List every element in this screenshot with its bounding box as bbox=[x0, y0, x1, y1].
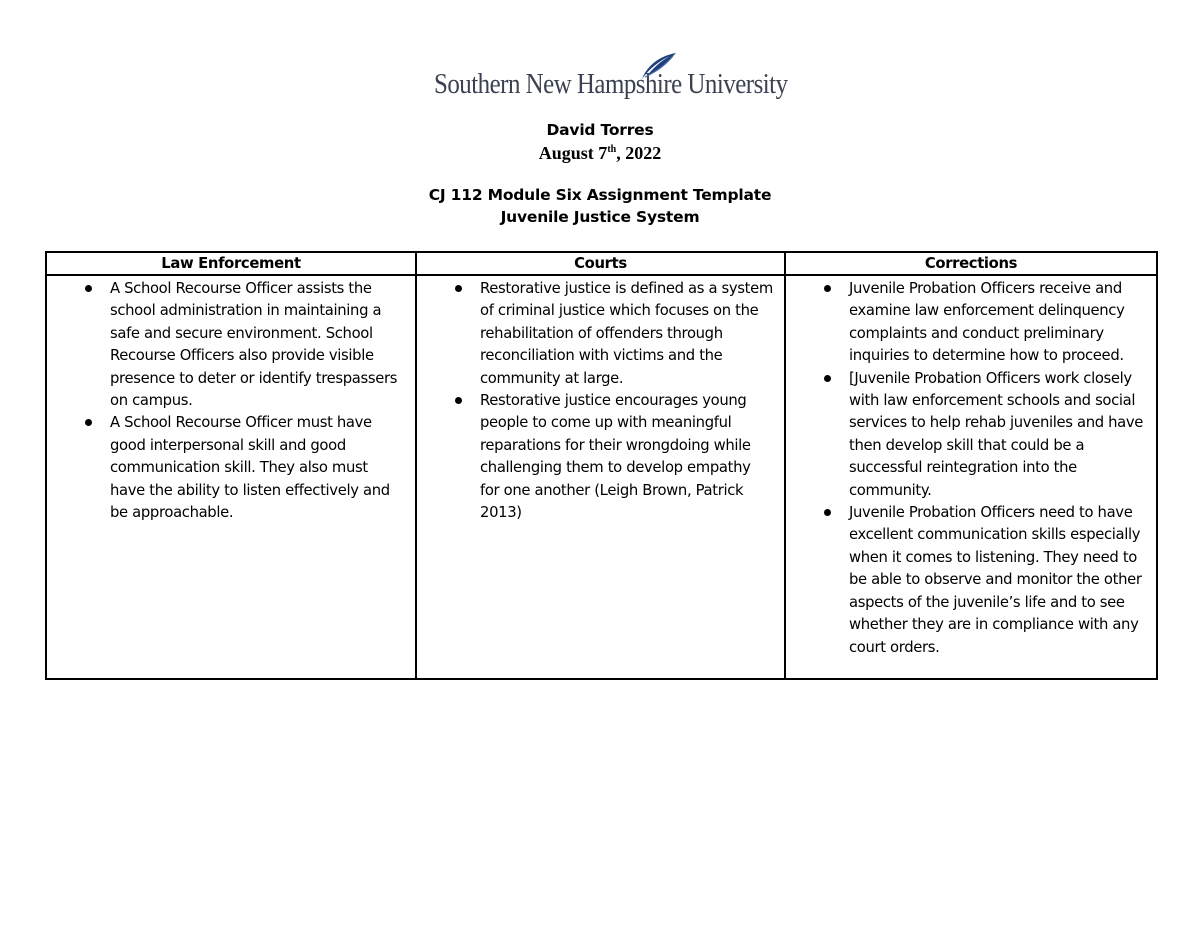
date-suffix: , 2022 bbox=[616, 143, 662, 163]
date-prefix: August 7 bbox=[538, 143, 608, 163]
cell-corrections bbox=[785, 275, 1157, 679]
document-date bbox=[0, 143, 1200, 164]
list-item-text: Restorative justice encourages young people to come up with meaningful reparations for their wrongdoing while challenging them to develop empathy for one another (Leigh Brown, Patrick 2013) bbox=[480, 392, 751, 522]
column-header-corrections: Corrections bbox=[785, 252, 1157, 275]
university-logo bbox=[434, 52, 788, 108]
list-item-text: Juvenile Probation Officers need to have excellent communication skills especially when it comes to listening. They need to be able to observe and monitor the other aspects of the juvenile’s life and to see whether they are in compliance with any court orders. bbox=[849, 504, 1142, 656]
bullet-icon bbox=[85, 419, 92, 426]
list-item bbox=[786, 278, 1146, 368]
list-item bbox=[786, 502, 1146, 659]
author-name: David Torres bbox=[546, 121, 654, 139]
list-item bbox=[47, 412, 405, 524]
bullet-icon bbox=[85, 285, 92, 292]
list-item bbox=[417, 390, 774, 524]
bullet-icon bbox=[455, 285, 462, 292]
bullet-icon bbox=[455, 397, 462, 404]
cell-courts bbox=[416, 275, 785, 679]
bullet-list bbox=[417, 278, 774, 524]
justice-system-table bbox=[45, 251, 1158, 680]
list-item-text: Juvenile Probation Officers receive and examine law enforcement delinquency complaints and conduct preliminary inquiries to determine how to proceed. bbox=[849, 280, 1125, 365]
list-item bbox=[47, 278, 405, 412]
logo-wordmark: Southern New Hampshire University bbox=[434, 68, 788, 100]
bullet-icon bbox=[824, 509, 831, 516]
list-item-text: A School Recourse Officer assists the school administration in maintaining a safe and secure environment. School Recourse Officers also provide visible presence to deter or identify trespassers on campus. bbox=[110, 280, 398, 410]
cell-law-enforcement bbox=[46, 275, 416, 679]
list-item-text: Restorative justice is defined as a system of criminal justice which focuses on the rehabilitation of offenders through reconciliation with victims and the community at large. bbox=[480, 280, 773, 387]
document-subtitle: Juvenile Justice System bbox=[500, 208, 700, 226]
list-item-text: [Juvenile Probation Officers work closely with law enforcement schools and social services to help rehab juveniles and have then develop skill that could be a successful reintegration into the community. bbox=[849, 369, 1144, 499]
bullet-icon bbox=[824, 375, 831, 382]
list-item bbox=[417, 278, 774, 390]
list-item bbox=[786, 368, 1146, 502]
document-title: CJ 112 Module Six Assignment Template bbox=[428, 186, 772, 204]
leaf-icon bbox=[639, 52, 677, 80]
table-row bbox=[46, 275, 1157, 679]
bullet-list bbox=[47, 278, 405, 524]
date-ordinal: th bbox=[607, 144, 617, 155]
column-header-courts: Courts bbox=[416, 252, 785, 275]
table-header-row bbox=[46, 252, 1157, 275]
bullet-list bbox=[786, 278, 1146, 659]
list-item-text: A School Recourse Officer must have good interpersonal skill and good communication skill. They also must have the ability to listen effectively and be approachable. bbox=[110, 414, 390, 522]
column-header-law-enforcement: Law Enforcement bbox=[46, 252, 416, 275]
bullet-icon bbox=[824, 285, 831, 292]
